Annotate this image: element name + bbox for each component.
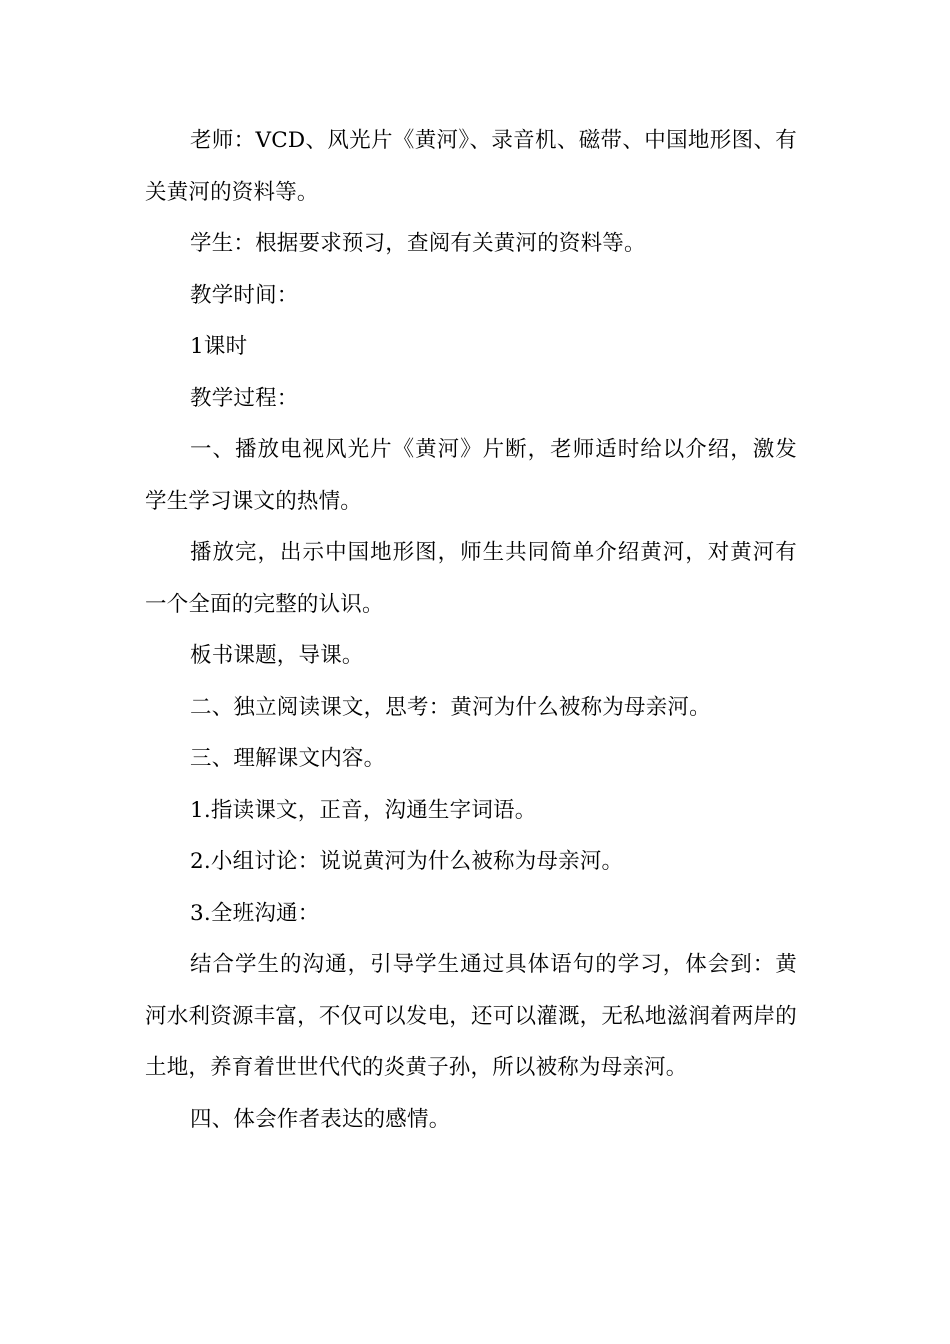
paragraph-materials-student: 学生：根据要求预习，查阅有关黄河的资料等。	[190, 231, 646, 256]
paragraph-substep-3: 3.全班沟通：	[190, 900, 320, 926]
paragraph-step-four: 四、体会作者表达的感情。	[190, 1106, 451, 1132]
paragraph-board-title: 板书课题，导课。	[190, 643, 364, 668]
paragraph-materials-teacher: 老师：VCD、风光片《黄河》、录音机、磁带、中国地形图、有关黄河的资料等。	[145, 128, 797, 205]
paragraph-step-one: 一、播放电视风光片《黄河》片断，老师适时给以介绍，激发学生学习课文的热情。	[145, 437, 797, 514]
paragraph-map-intro: 播放完，出示中国地形图，师生共同简单介绍黄河，对黄河有一个全面的完整的认识。	[145, 540, 797, 617]
document-body	[145, 115, 797, 1145]
paragraph-substep-1: 1.指读课文，正音，沟通生字词语。	[190, 797, 537, 823]
paragraph-time-value: 1课时	[190, 334, 248, 359]
paragraph-step-two: 二、独立阅读课文，思考：黄河为什么被称为母亲河。	[190, 694, 711, 720]
paragraph-substep-2: 2.小组讨论：说说黄河为什么被称为母亲河。	[190, 849, 624, 874]
paragraph-summary: 结合学生的沟通，引导学生通过具体语句的学习，体会到：黄河水利资源丰富，不仅可以发电，还可以灌溉，无私地滋润着两岸的土地，养育着世世代代的炎黄子孙，所以被称为母亲河。	[145, 952, 797, 1080]
paragraph-process-heading: 教学过程：	[190, 385, 299, 411]
paragraph-step-three: 三、理解课文内容。	[190, 746, 386, 771]
paragraph-time-heading: 教学时间：	[190, 282, 299, 308]
